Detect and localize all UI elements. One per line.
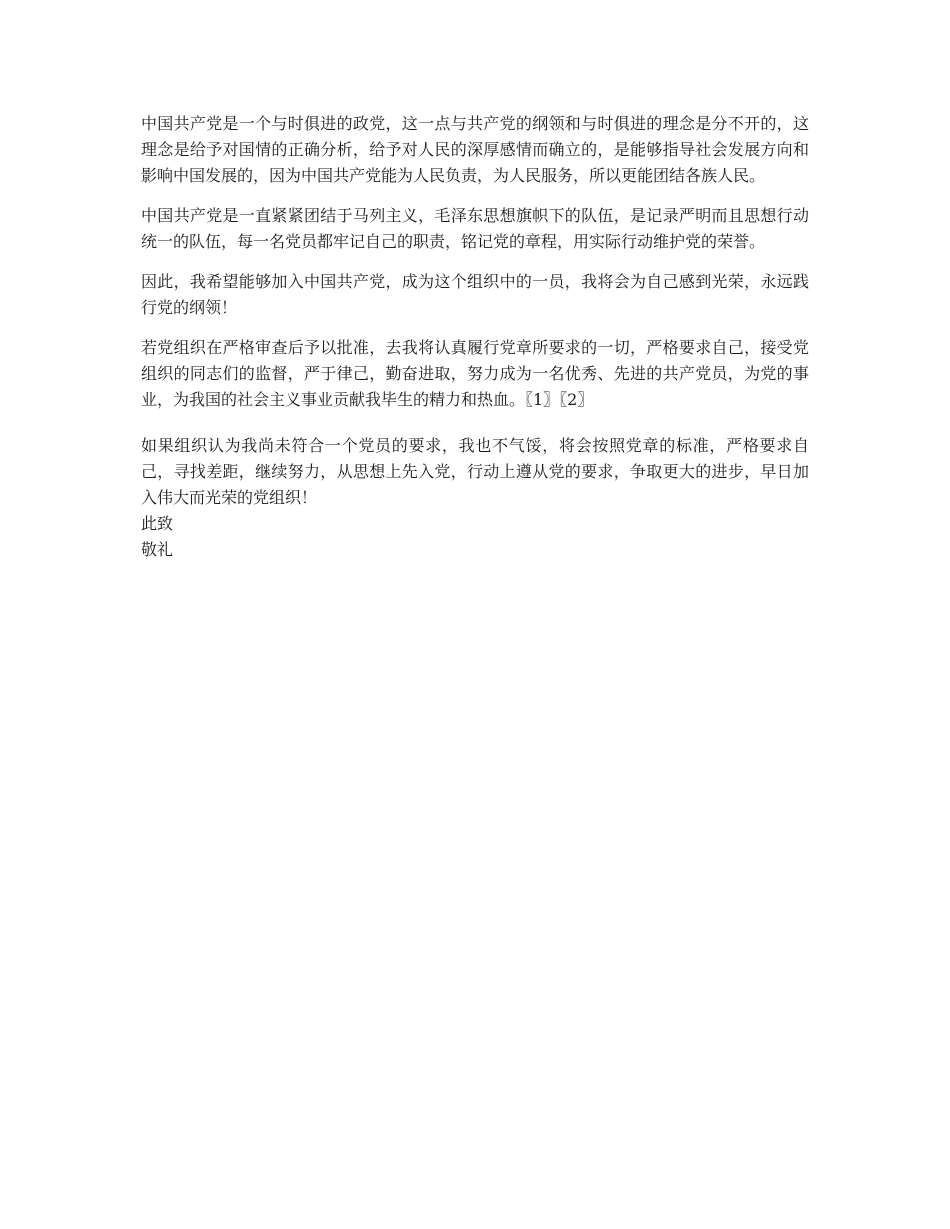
paragraph-if-not-approved: 如果组织认为我尚未符合一个党员的要求，我也不气馁，将会按照党章的标准，严格要求自己，寻找差距，继续努力，从思想上先入党，行动上遵从党的要求，争取更大的进步，早日加入伟大而光荣的党组织！ — [141, 436, 809, 507]
closing-salutation: 此致 — [141, 514, 174, 533]
paragraph-commitment: 若党组织在严格审查后予以批准，去我将认真履行党章所要求的一切，严格要求自己，接受党组织的同志们的监督，严于律己，勤奋进取，努力成为一名优秀、先进的共产党员，为党的事业，为我国的社会主义事业贡献我毕生的精力和热血。〖1〗〖2〗 — [141, 338, 809, 409]
document-body — [141, 111, 809, 563]
paragraph-wish-to-join: 因此，我希望能够加入中国共产党，成为这个组织中的一员，我将会为自己感到光荣，永远践行党的纲领！ — [141, 272, 809, 317]
paragraph-party-progress: 中国共产党是一个与时俱进的政党，这一点与共产党的纲领和与时俱进的理念是分不开的，这理念是给予对国情的正确分析，给予对人民的深厚感情而确立的，是能够指导社会发展方向和影响中国发展的，因为中国共产党能为人民负责，为人民服务，所以更能团结各族人民。 — [141, 114, 809, 185]
closing-regards: 敬礼 — [141, 540, 174, 559]
paragraph-party-unity: 中国共产党是一直紧紧团结于马列主义，毛泽东思想旗帜下的队伍，是记录严明而且思想行动统一的队伍，每一名党员都牢记自己的职责，铭记党的章程，用实际行动维护党的荣誉。 — [141, 206, 809, 251]
